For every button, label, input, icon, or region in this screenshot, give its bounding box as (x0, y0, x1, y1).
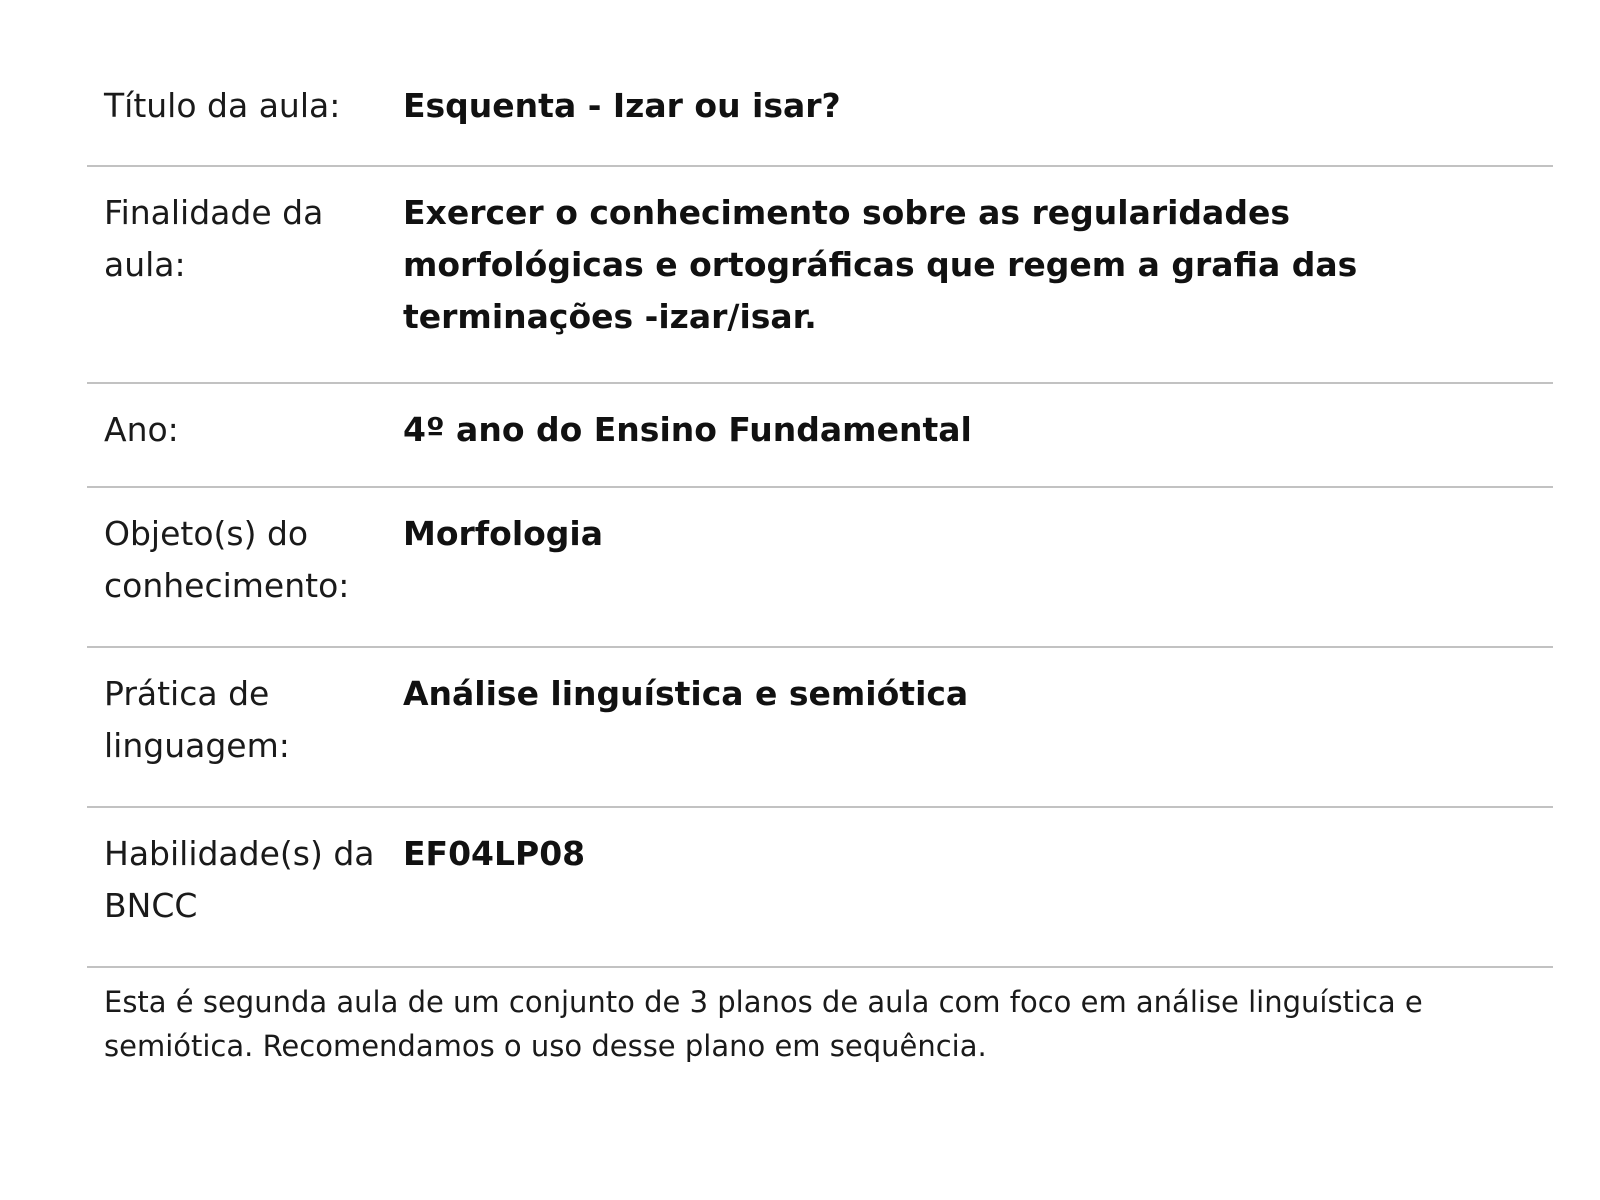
value-language-practice: Análise linguística e semiótica (403, 674, 969, 713)
label-year: Ano: (104, 410, 179, 449)
row-lesson-purpose (87, 167, 1553, 384)
value-knowledge-object: Morfologia (403, 514, 603, 553)
lesson-info-table (87, 58, 1553, 968)
footnote-text: Esta é segunda aula de um conjunto de 3 planos de aula com foco em análise linguística e semiótica. Recomendamos o uso desse plano em sequência. (104, 985, 1423, 1063)
row-lesson-title (87, 58, 1553, 167)
value-year: 4º ano do Ensino Fundamental (403, 410, 972, 449)
value-lesson-title: Esquenta - Izar ou isar? (403, 86, 841, 125)
row-knowledge-object (87, 488, 1553, 648)
row-year (87, 384, 1553, 488)
row-language-practice (87, 648, 1553, 808)
label-language-practice: Prática de linguagem: (104, 674, 290, 765)
value-lesson-purpose: Exercer o conhecimento sobre as regularidades morfológicas e ortográficas que regem a grafia das terminações -izar/isar. (403, 193, 1358, 336)
label-bncc-skills: Habilidade(s) da BNCC (104, 834, 375, 925)
row-bncc-skills (87, 808, 1553, 968)
label-lesson-purpose: Finalidade da aula: (104, 193, 324, 284)
label-knowledge-object: Objeto(s) do conhecimento: (104, 514, 350, 605)
value-bncc-skills: EF04LP08 (403, 834, 586, 873)
label-lesson-title: Título da aula: (104, 86, 341, 125)
